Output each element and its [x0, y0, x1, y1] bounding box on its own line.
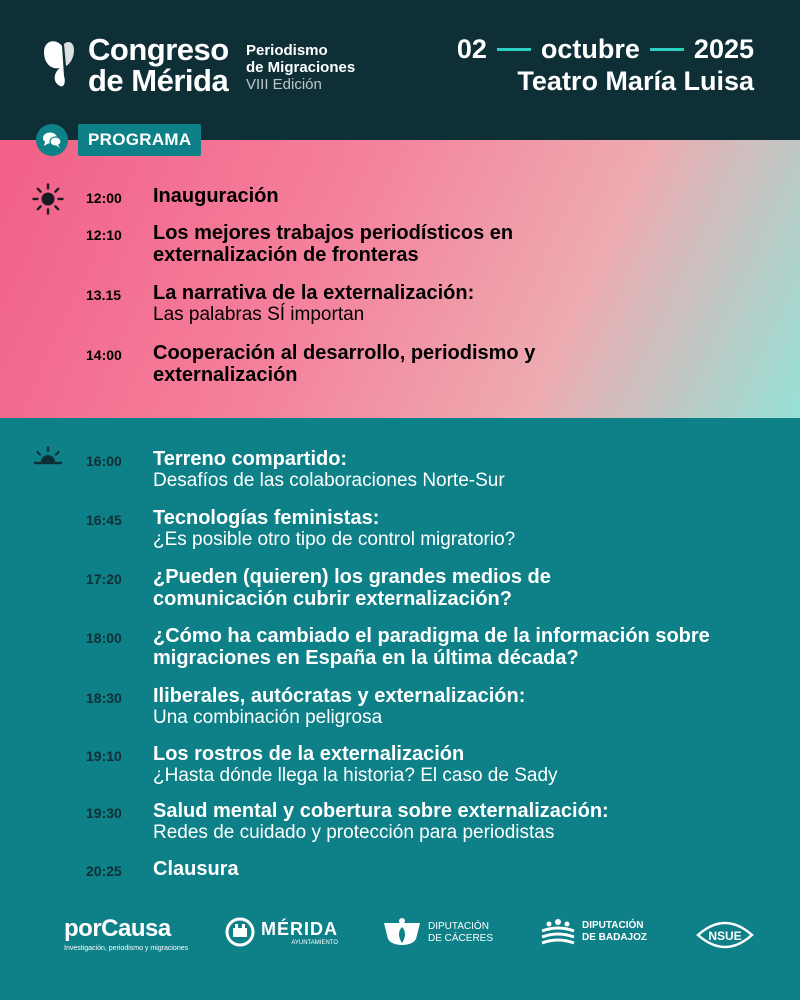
badajoz-line-2: DE BADAJOZ	[582, 932, 648, 943]
sunset-icon	[33, 446, 63, 466]
item-subtitle: Las palabras SÍ importan	[153, 304, 365, 325]
item-title: Terreno compartido: Desafíos de las colaboraciones Norte-Sur	[153, 448, 773, 492]
item-time: 12:10	[86, 227, 122, 243]
brand-subtitle	[246, 42, 355, 93]
item-title: Inauguración	[153, 185, 279, 207]
merida-logo	[225, 917, 338, 947]
item-subtitle: Redes de cuidado y protección para periodistas	[153, 822, 555, 843]
item-time: 18:30	[86, 690, 122, 706]
item-title: Tecnologías feministas: ¿Es posible otro tipo de control migratorio?	[153, 507, 773, 551]
brand-line-1: Congreso	[88, 32, 229, 67]
item-time: 16:45	[86, 512, 122, 528]
venue: Teatro María Luisa	[517, 66, 754, 96]
date-year: 2025	[693, 34, 754, 64]
butterfly-logo-icon	[42, 38, 84, 88]
item-title: Los rostros de la externalización ¿Hasta dónde llega la historia? El caso de Sady	[153, 743, 773, 787]
date-month: octubre	[540, 34, 640, 64]
program-badge	[36, 124, 201, 156]
brand-line-2: de Mérida	[88, 63, 229, 98]
badajoz-line-1: DIPUTACIÓN	[582, 920, 644, 931]
caceres-line-1: DIPUTACIÓN	[428, 921, 489, 932]
porcausa-tagline: Investigación, periodismo y migraciones	[64, 945, 189, 952]
sponsor-logos	[0, 905, 800, 965]
item-title: La narrativa de la externalización: Las palabras SÍ importan	[153, 282, 773, 326]
program-label: PROGRAMA	[78, 124, 201, 156]
item-time: 13.15	[86, 287, 122, 303]
merida-tag: AYUNTAMIENTO	[291, 939, 338, 946]
item-time: 16:00	[86, 453, 122, 469]
dash-divider	[497, 48, 531, 51]
item-title: Los mejores trabajos periodísticos en externalización de fronteras	[153, 222, 514, 266]
chat-bubbles-icon	[36, 124, 68, 156]
nsue-logo	[694, 915, 756, 960]
item-title: Clausura	[153, 858, 239, 880]
item-subtitle: ¿Es posible otro tipo de control migratorio?	[153, 529, 516, 550]
header	[0, 0, 800, 140]
dash-divider	[650, 48, 684, 51]
item-title: ¿Cómo ha cambiado el paradigma de la información sobre migraciones en España en la última década?	[153, 625, 710, 669]
item-time: 12:00	[86, 190, 122, 206]
item-time: 14:00	[86, 347, 122, 363]
caceres-line-2: DE CÁCERES	[428, 933, 494, 944]
event-date	[457, 34, 754, 64]
item-subtitle: Una combinación peligrosa	[153, 707, 383, 728]
item-time: 17:20	[86, 571, 122, 587]
item-title: Salud mental y cobertura sobre externalización: Redes de cuidado y protección para periodistas	[153, 800, 773, 844]
nsue-label: NSUE	[708, 929, 742, 943]
sub-line-1: Periodismo	[246, 42, 328, 59]
porcausa-logo	[64, 915, 188, 952]
brand-title	[88, 34, 229, 96]
item-time: 20:25	[86, 863, 122, 879]
badajoz-logo	[540, 917, 647, 947]
item-subtitle: Desafíos de las colaboraciones Norte-Sur	[153, 470, 505, 491]
item-title: Cooperación al desarrollo, periodismo y externalización	[153, 342, 536, 386]
date-day: 02	[456, 34, 487, 64]
porcausa-name: porCausa	[64, 915, 171, 942]
edition: VIII Edición	[246, 76, 322, 93]
merida-crest-icon	[225, 917, 255, 947]
merida-name: MÉRIDA	[261, 918, 338, 939]
sub-line-2: de Migraciones	[246, 59, 356, 76]
caceres-logo	[382, 917, 493, 949]
item-title: ¿Pueden (quieren) los grandes medios de comunicación cubrir externalización?	[153, 566, 551, 610]
caceres-emblem-icon	[382, 917, 422, 949]
item-time: 19:30	[86, 805, 122, 821]
item-time: 19:10	[86, 748, 122, 764]
badajoz-emblem-icon	[540, 917, 576, 947]
sun-icon	[32, 183, 64, 215]
item-title: Iliberales, autócratas y externalización: Una combinación peligrosa	[153, 685, 773, 729]
item-time: 18:00	[86, 630, 122, 646]
item-subtitle: ¿Hasta dónde llega la historia? El caso de Sady	[153, 765, 558, 786]
